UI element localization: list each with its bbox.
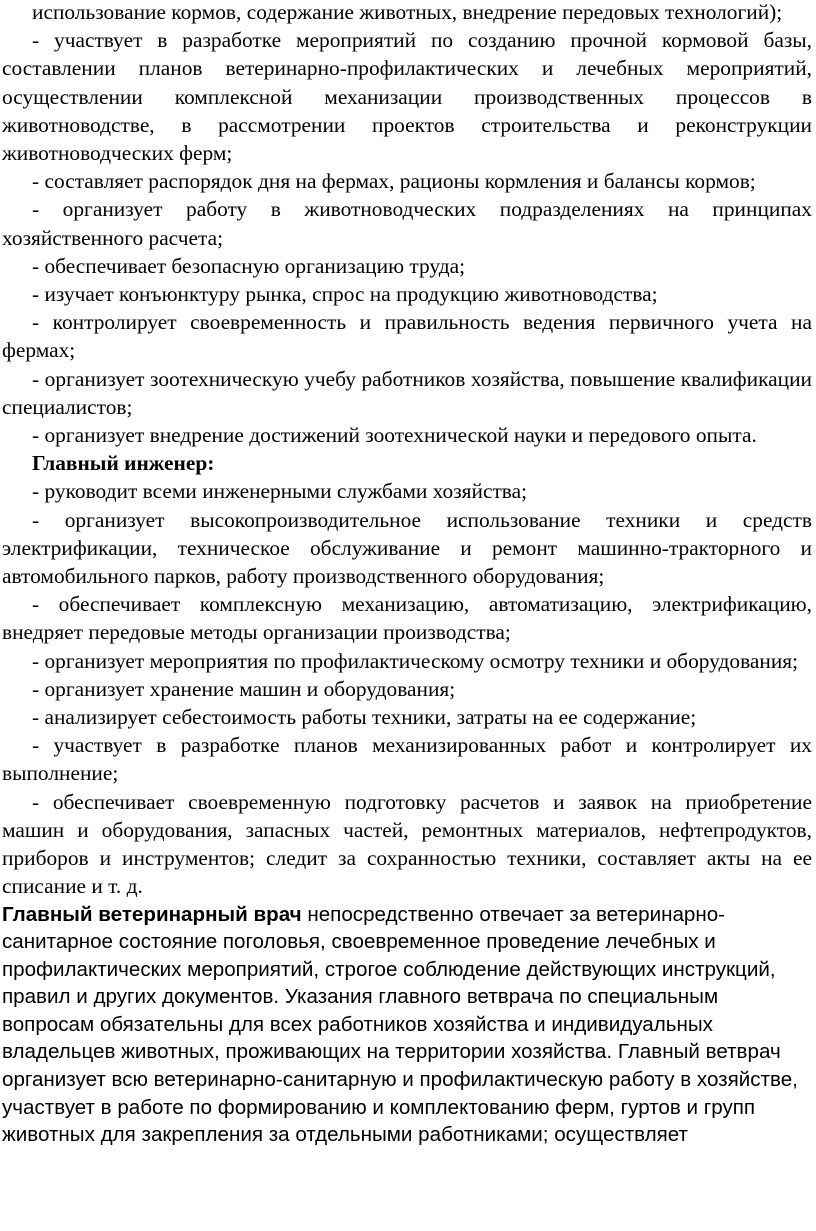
vet-paragraph [2, 901, 812, 1149]
paragraph-engineer-8: - обеспечивает своевременную подготовку расчетов и заявок на приобретение машин и оборудования, запасных частей, ремонтных материалов, нефтепродуктов, приборов и инструментов; следит за сохранностью техники, составляет акты на ее списание и т. д. [2, 789, 812, 899]
paragraph-zoo-9: - организует внедрение достижений зоотехнической науки и передового опыта. [32, 423, 757, 448]
paragraph-zoo-2: - участвует в разработке мероприятий по созданию прочной кормовой базы, составлении планов ветеринарно-профилактических и лечебных мероприятий, осуществлении комплексной механизации производственных процессов в животноводстве, в рассмотрении проектов строительства и реконструкции животноводческих ферм; [2, 28, 812, 166]
paragraph-zoo-4: - организует работу в животноводческих подразделениях на принципах хозяйственного расчета; [2, 197, 812, 250]
paragraph-zoo-1: использование кормов, содержание животных, внедрение передовых технологий); [32, 0, 783, 24]
vet-text: непосредственно отвечает за ветеринарно-санитарное состояние поголовья, своевременное проведение лечебных и профилактических мероприятий, строгое соблюдение действующих инструкций, правил и других документов. Указания главного ветврача по специальным вопросам обязательны для всех работников хозяйства и индивидуальных владельцев животных, проживающих на территории хозяйства. Главный ветврач организует всю ветеринарно-санитарную и профилактическую работу в хозяйстве, участвует в работе по формированию и комплектованию ферм, гуртов и групп животных для закрепления за отдельными работниками; осуществляет [2, 902, 798, 1147]
paragraph-engineer-6: - анализирует себестоимость работы техники, затраты на ее содержание; [32, 705, 697, 730]
paragraph-engineer-1: - руководит всеми инженерными службами хозяйства; [32, 479, 528, 504]
paragraph-engineer-5: - организует хранение машин и оборудования; [32, 676, 456, 701]
paragraph-engineer-2: - организует высокопроизводительное использование техники и средств электрификации, техническое обслуживание и ремонт машинно-тракторного и автомобильного парков, работу производственного оборудования; [2, 507, 812, 589]
paragraph-zoo-5: - обеспечивает безопасную организацию труда; [32, 253, 466, 278]
vet-lead: Главный ветеринарный врач [2, 902, 302, 926]
paragraph-zoo-7: - контролирует своевременность и правильность ведения первичного учета на фермах; [2, 310, 812, 363]
paragraph-engineer-7: - участвует в разработке планов механизированных работ и контролирует их выполнение; [2, 733, 812, 786]
paragraph-engineer-4: - организует мероприятия по профилактическому осмотру техники и оборудования; [32, 648, 799, 673]
paragraph-engineer-3: - обеспечивает комплексную механизацию, автоматизацию, электрификацию, внедряет передовые методы организации производства; [2, 592, 812, 645]
paragraph-zoo-3: - составляет распорядок дня на фермах, рационы кормления и балансы кормов; [32, 169, 756, 194]
engineer-heading: Главный инженер: [32, 451, 215, 476]
paragraph-zoo-6: - изучает конъюнктуру рынка, спрос на продукцию животноводства; [32, 282, 658, 307]
paragraph-zoo-8: - организует зоотехническую учебу работников хозяйства, повышение квалификации специалистов; [2, 366, 812, 419]
